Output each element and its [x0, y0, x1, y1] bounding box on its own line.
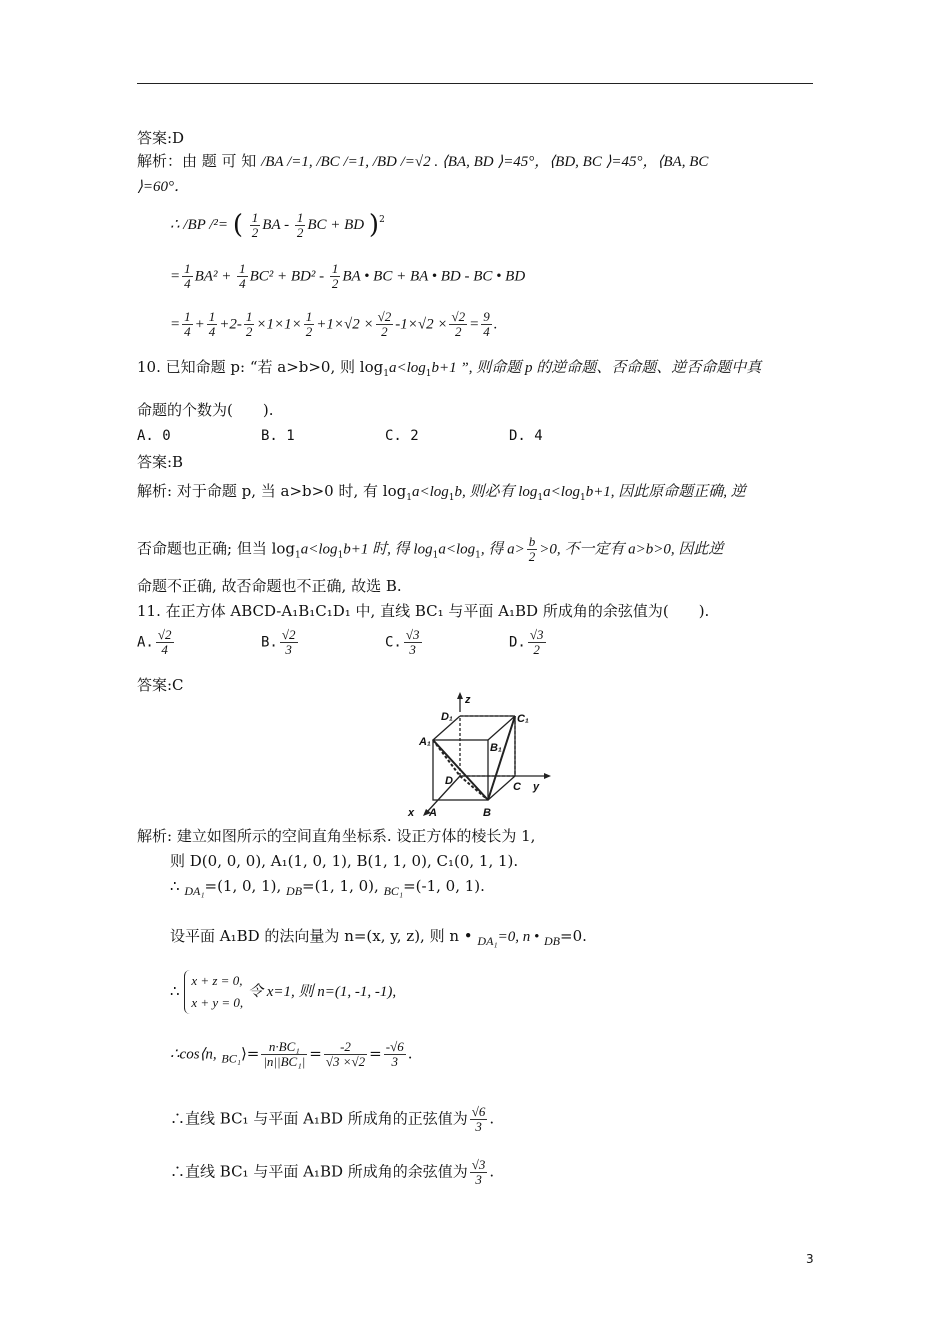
- fraction: [261, 1040, 307, 1069]
- eq-text: -1×√2 ×: [395, 316, 448, 333]
- numerator: 1: [184, 309, 191, 324]
- fraction: [207, 310, 218, 339]
- denominator: √3 ×√2: [325, 1054, 366, 1069]
- question-text: a<log: [388, 360, 426, 376]
- denominator: 2: [331, 276, 339, 291]
- question-11: 11. 在正方体 ABCD-A₁B₁C₁D₁ 中, 直线 BC₁ 与平面 A₁BD 所成角的余弦值为( ).: [137, 602, 710, 620]
- solution-10-line2: [137, 535, 723, 566]
- option-label: A.: [137, 634, 154, 651]
- denominator: 3: [475, 1172, 482, 1187]
- denominator: 2: [305, 324, 313, 339]
- numerator: b: [528, 534, 536, 549]
- solution-text: =0.: [560, 927, 587, 945]
- fraction: [481, 310, 492, 339]
- solution-11-cosine: ∴直线 BC₁ 与平面 A₁BD 所成角的余弦值为 $\frac{√3}{3}$ .: [170, 1157, 495, 1187]
- page-number: 3: [806, 1252, 814, 1266]
- log-base: 1: [383, 369, 389, 379]
- label-B: B: [483, 807, 491, 819]
- eq-text: =: [469, 316, 480, 333]
- denominator: 2: [251, 224, 259, 240]
- denominator: 3: [391, 1054, 398, 1069]
- log-base: 1: [337, 550, 344, 561]
- denominator: 2: [528, 549, 536, 564]
- y-arrow: [544, 773, 551, 779]
- label-A1: A₁: [419, 736, 431, 748]
- solution-text: ∴直线 BC₁ 与平面 A₁BD 所成角的正弦值为: [170, 1109, 468, 1128]
- fraction: [182, 262, 193, 291]
- numerator: 1: [305, 309, 313, 324]
- fraction: [237, 262, 248, 291]
- label-y: y: [533, 781, 540, 793]
- numerator: 1: [239, 261, 246, 276]
- numerator: n·BC₁: [261, 1040, 307, 1055]
- answer-11: 答案:C: [137, 676, 184, 694]
- solution-11-cos: ∴cos⟨n, $_{BC_1}$⟩= $\frac{\text{n·BC₁}}{\text{|n||BC₁|}}$ = $\frac{-2}{√3 \times√2}$ = $\frac{-√6}{3}$ .: [170, 1039, 413, 1069]
- log-base: 1: [432, 550, 439, 561]
- denominator: 4: [483, 324, 490, 339]
- label-x: x: [408, 807, 415, 819]
- option-b: B. 1: [261, 428, 295, 444]
- numerator: √2: [451, 309, 466, 324]
- cube-figure: [405, 692, 555, 820]
- segment-DB: [460, 776, 488, 800]
- denominator: 3: [285, 642, 292, 657]
- denominator: 2: [381, 324, 388, 339]
- vector-DA1: DA₁: [184, 884, 205, 898]
- option-b: [261, 628, 385, 657]
- header-rule: [137, 83, 813, 84]
- equation: x + z = 0,: [191, 973, 243, 988]
- solution-text: =: [309, 1044, 322, 1063]
- numerator: √2: [281, 627, 296, 642]
- fraction: [330, 262, 341, 291]
- answer-10: 答案:B: [137, 453, 184, 471]
- solution-11-normal: [170, 926, 587, 951]
- fraction: [404, 628, 422, 657]
- denominator: 3: [409, 642, 416, 657]
- log-base: 1: [537, 493, 544, 503]
- numerator: 1: [296, 209, 304, 225]
- option-label: B.: [261, 634, 278, 651]
- numerator: -√6: [385, 1039, 404, 1054]
- fraction: [295, 211, 306, 240]
- numerator: 1: [245, 309, 253, 324]
- question-text: 10. 已知命题 p: “若 a>b>0, 则 log: [137, 358, 384, 376]
- denominator: 2: [455, 324, 462, 339]
- solution-text: 设平面 A₁BD 的法向量为 n=(x, y, z), 则 n •: [170, 927, 473, 945]
- solution-text: , 得 a>: [480, 541, 525, 558]
- solution-11-system: [170, 970, 396, 1014]
- fraction: [182, 310, 193, 339]
- question-10-options: [137, 426, 633, 446]
- therefore: ∴: [170, 877, 180, 895]
- denominator: 4: [239, 276, 246, 291]
- vector-value: =(1, 0, 1),: [204, 877, 282, 895]
- option-d: D. 4: [509, 428, 543, 444]
- eq-text: BC² + BD² -: [249, 268, 328, 285]
- label-D: D: [445, 775, 453, 787]
- log-base: 1: [406, 493, 412, 503]
- solution-text: 否命题也正确; 但当 log: [137, 539, 296, 558]
- question-10-line2: 命题的个数为( ).: [137, 401, 274, 419]
- label-C1: C₁: [517, 713, 529, 725]
- vector-DB: DB: [544, 934, 560, 948]
- eq-text: BA -: [262, 217, 293, 233]
- numerator: √3: [405, 627, 420, 642]
- solution-text: a<log: [411, 484, 449, 500]
- solution-9-eq1: ∴ /BP /²= ( $\frac{1}{2}$ BA - $\frac{1}{2}$ BC + BD )$^2$: [170, 209, 385, 240]
- solution-text: a<log: [300, 541, 338, 558]
- question-text: b+1 ”, 则命题 p 的逆命题、否命题、逆否命题中真: [431, 360, 762, 376]
- equation: x + y = 0,: [191, 995, 244, 1010]
- denominator: 2: [245, 324, 253, 339]
- solution-text: b+1 时, 得 log: [343, 541, 433, 558]
- option-label: D.: [509, 634, 526, 651]
- numerator: 1: [251, 209, 259, 225]
- vector-value: =(-1, 0, 1).: [403, 877, 485, 895]
- denominator: |n||BC₁|: [263, 1054, 306, 1069]
- question-10-line1: [137, 357, 761, 384]
- solution-text: ∴直线 BC₁ 与平面 A₁BD 所成角的余弦值为: [170, 1162, 468, 1181]
- numerator: 1: [331, 261, 339, 276]
- denominator: 2: [533, 642, 540, 657]
- vector-BC1: BC₁: [221, 1051, 241, 1066]
- solution-11-line1: 解析: 建立如图所示的空间直角坐标系. 设正方体的棱长为 1,: [137, 827, 536, 845]
- numerator: 1: [184, 261, 191, 276]
- solution-10-line3: 命题不正确, 故否命题也不正确, 故选 B.: [137, 577, 402, 595]
- solution-11-vectors: [170, 876, 485, 901]
- solution-text: b, 则必有 log: [454, 484, 538, 500]
- eq-text: ∴ /BP /²=: [170, 217, 229, 233]
- therefore: ∴: [170, 982, 180, 1000]
- log-base: 1: [448, 493, 455, 503]
- segment-A1D: [433, 740, 460, 776]
- solution-text: =: [369, 1044, 382, 1063]
- numerator: -2: [324, 1040, 367, 1055]
- solution-9-eq3: = $\frac{1}{4}$ + $\frac{1}{4}$ +2- $\frac{1}{2}$ ×1×1× $\frac{1}{2}$ +1×√2 × $\frac{√2}{2}$ -1×√2 × $\frac{√2}{2}$ = $\frac{9}{4}$ .: [170, 309, 498, 339]
- z-arrow: [457, 692, 463, 699]
- numerator: √2: [157, 627, 172, 642]
- fraction: [304, 310, 315, 339]
- fraction: [384, 1040, 406, 1069]
- solution-text: 令 x=1, 则 n=(1, -1, -1),: [247, 984, 397, 1000]
- option-a: A. 0: [137, 428, 171, 444]
- log-base: 1: [295, 550, 301, 561]
- denominator: 4: [161, 642, 168, 657]
- vector-DA1: DA₁: [477, 934, 498, 948]
- solution-10-line1: [137, 481, 746, 508]
- vector-DB: DB: [286, 884, 303, 898]
- solution-text: 解析: 对于命题 p, 当 a>b>0 时, 有 log: [137, 482, 407, 500]
- solution-text: ∴cos⟨n,: [170, 1046, 217, 1063]
- label-D1: D₁: [441, 711, 453, 723]
- fraction: [156, 628, 174, 657]
- solution-text: >0, 不一定有 a>b>0, 因此逆: [539, 541, 724, 558]
- numerator: √3: [529, 627, 544, 642]
- log-base: 1: [425, 369, 432, 379]
- fraction: [527, 535, 538, 564]
- fraction: [250, 211, 261, 240]
- numerator: √2: [377, 309, 392, 324]
- eq-text: BA • BC + BA • BD - BC • BD: [342, 268, 526, 285]
- fraction: [470, 1158, 488, 1187]
- solution-text: a<log: [438, 541, 476, 558]
- equation-system: [184, 970, 243, 1014]
- option-label: C.: [385, 634, 402, 651]
- denominator: 4: [184, 324, 191, 339]
- fraction: [449, 310, 467, 339]
- fraction: [376, 310, 394, 339]
- denominator: 3: [475, 1119, 482, 1134]
- solution-11-line2: 则 D(0, 0, 0), A₁(1, 0, 1), B(1, 1, 0), C₁(0, 1, 1).: [170, 852, 519, 870]
- solution-9-line1: [137, 151, 708, 172]
- solution-text: /BA /=1, /BC /=1, /BD /=√2 . ⟨BA, BD ⟩=45°，⟨BD, BC ⟩=45°，⟨BA, BC: [261, 154, 709, 170]
- solution-9-eq2: = $\frac{1}{4}$ BA² + $\frac{1}{4}$ BC² + BD² - $\frac{1}{2}$ BA • BC + BA • BD - BC • BD: [170, 261, 526, 291]
- denominator: 4: [208, 324, 216, 339]
- option-a: [137, 628, 261, 657]
- denominator: 2: [296, 224, 304, 240]
- label-C: C: [513, 781, 521, 793]
- label-B1: B₁: [490, 742, 502, 754]
- log-base: 1: [579, 493, 586, 503]
- solution-text: b+1, 因此原命题正确, 逆: [585, 484, 746, 500]
- fraction: [528, 628, 546, 657]
- eq-text: ×1×1×: [256, 316, 302, 333]
- fraction: [470, 1105, 488, 1134]
- fraction: [280, 628, 298, 657]
- numerator: 9: [483, 309, 490, 324]
- eq-text: +2-: [219, 316, 242, 333]
- solution-text: ⟩=60°．: [137, 179, 189, 195]
- option-c: C. 2: [385, 428, 419, 444]
- eq-text: BC + BD: [307, 217, 365, 233]
- denominator: 4: [184, 276, 191, 291]
- solution-text: =0, n •: [497, 929, 540, 945]
- option-d: [509, 628, 633, 657]
- label-A: A: [429, 807, 437, 819]
- numerator: √6: [471, 1104, 486, 1119]
- solution-9-line2: [137, 176, 189, 197]
- vector-value: =(1, 1, 0),: [302, 877, 379, 895]
- question-11-options: [137, 628, 633, 657]
- eq-text: BA² +: [194, 268, 236, 285]
- log-base: 1: [475, 550, 481, 561]
- vector-BC1: BC₁: [383, 884, 404, 898]
- solution-11-sine: ∴直线 BC₁ 与平面 A₁BD 所成角的正弦值为 $\frac{√6}{3}$ .: [170, 1104, 495, 1134]
- solution-label: 解析：由 题 可 知: [137, 152, 257, 170]
- eq-text: +1×√2 ×: [316, 316, 374, 333]
- option-c: [385, 628, 509, 657]
- answer-9: 答案:D: [137, 129, 185, 147]
- eq-text: +: [194, 316, 205, 333]
- numerator: √3: [471, 1157, 486, 1172]
- solution-text: a<log: [543, 484, 580, 500]
- fraction: [324, 1040, 367, 1069]
- fraction: [244, 310, 255, 339]
- label-z: z: [465, 694, 471, 706]
- numerator: 1: [208, 309, 216, 324]
- solution-text: ⟩=: [240, 1044, 260, 1063]
